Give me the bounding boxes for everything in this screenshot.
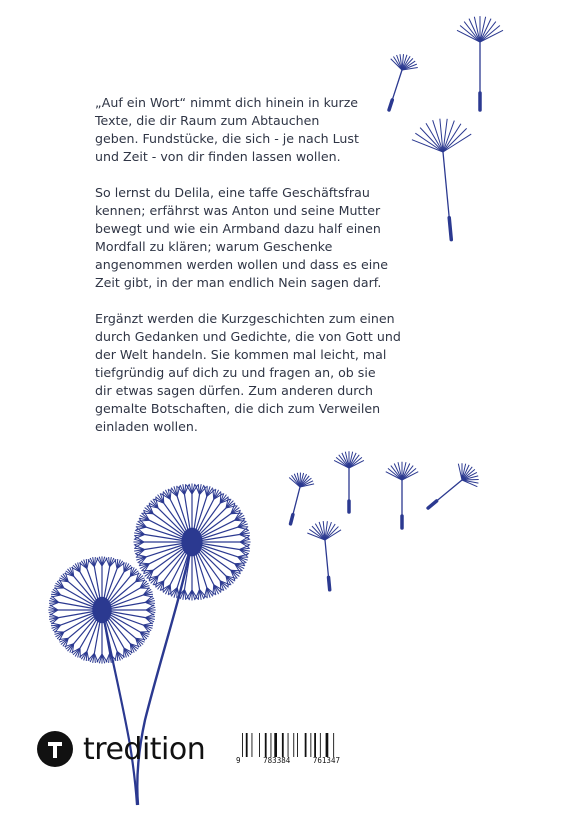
seed-low-3 (386, 462, 419, 528)
isbn-prefix: 9 (236, 756, 241, 765)
isbn-digits (236, 756, 340, 765)
isbn-group-2: 761347 (312, 756, 340, 765)
seed-low-2 (334, 451, 364, 512)
publisher-logo (37, 731, 205, 767)
seed-low-1 (289, 473, 314, 524)
blurb-paragraph-2: So lernst du Delila, eine taffe Geschäftsfrau kennen; erfährst was Anton und seine Mutter bewegt und wie ein Armband dazu half einen Mordfall zu klären; warum Geschenke angenommen werden wollen und dass es eine Zeit gibt, in der man endlich Nein sagen darf. (95, 185, 388, 290)
dandelion-head-small (48, 556, 155, 663)
blurb-paragraph-1: „Auf ein Wort“ nimmt dich hinein in kurze Texte, die dir Raum zum Abtauchen geben. Fundstücke, die sich - je nach Lust und Zeit - von dir finden lassen wollen. (95, 95, 359, 164)
isbn-group-1: 783384 (263, 756, 291, 765)
seed-low-5 (307, 521, 341, 590)
dandelion-head-large (133, 483, 250, 600)
back-cover-blurb (95, 94, 425, 454)
tredition-logo-icon (37, 731, 73, 767)
blurb-paragraph-3: Ergänzt werden die Kurzgeschichten zum einen durch Gedanken und Gedichte, die von Gott und der Welt handeln. Sie kommen mal leicht, mal tiefgründig auf dich zu und fragen an, ob sie dir etwas sagen dürfen. Zum anderen durch gemalte Botschaften, die dich zum Verweilen einladen wollen. (95, 311, 401, 434)
seed-low-4 (428, 463, 479, 508)
publisher-name: tredition (83, 731, 206, 767)
seed-top-right (457, 16, 503, 110)
